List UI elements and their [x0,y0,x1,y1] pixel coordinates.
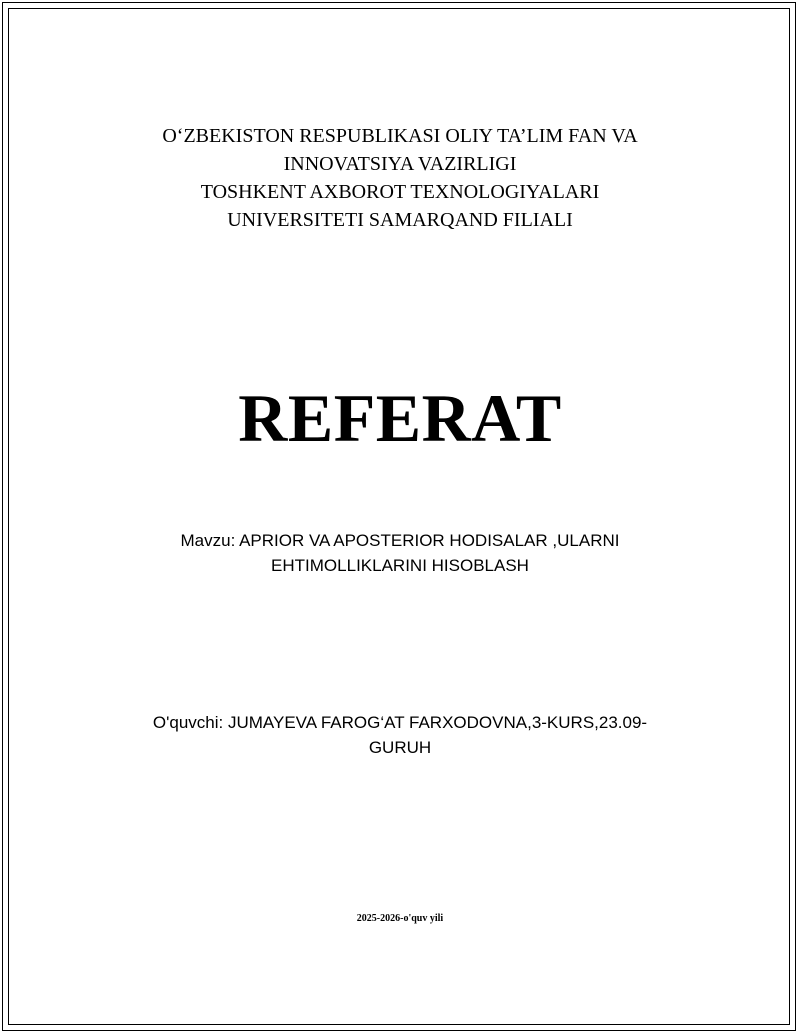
header-line-3: TOSHKENT AXBOROT TEXNOLOGIYALARI [200,181,600,203]
header-line-1: O‘ZBEKISTON RESPUBLIKASI OLIY TA’LIM FAN VA [162,125,638,147]
student-line-2: GURUH [368,738,432,757]
topic-line-2: EHTIMOLLIKLARINI HISOBLASH [271,556,529,575]
topic-line-1: Mavzu: APRIOR VA APOSTERIOR HODISALAR ,ULARNI [180,531,620,550]
student-block [0,710,800,760]
student-line-1: O'quvchi: JUMAYEVA FAROG‘AT FARXODOVNA,3-KURS,23.09- [152,713,648,732]
document-title: REFERAT [238,380,562,456]
header-line-4: UNIVERSITETI SAMARQAND FILIALI [227,209,573,231]
academic-year: 2025-2026-o'quv yili [356,913,444,924]
topic-block [0,528,800,578]
institution-header [0,122,800,234]
header-line-2: INNOVATSIYA VAZIRLIGI [283,153,517,175]
